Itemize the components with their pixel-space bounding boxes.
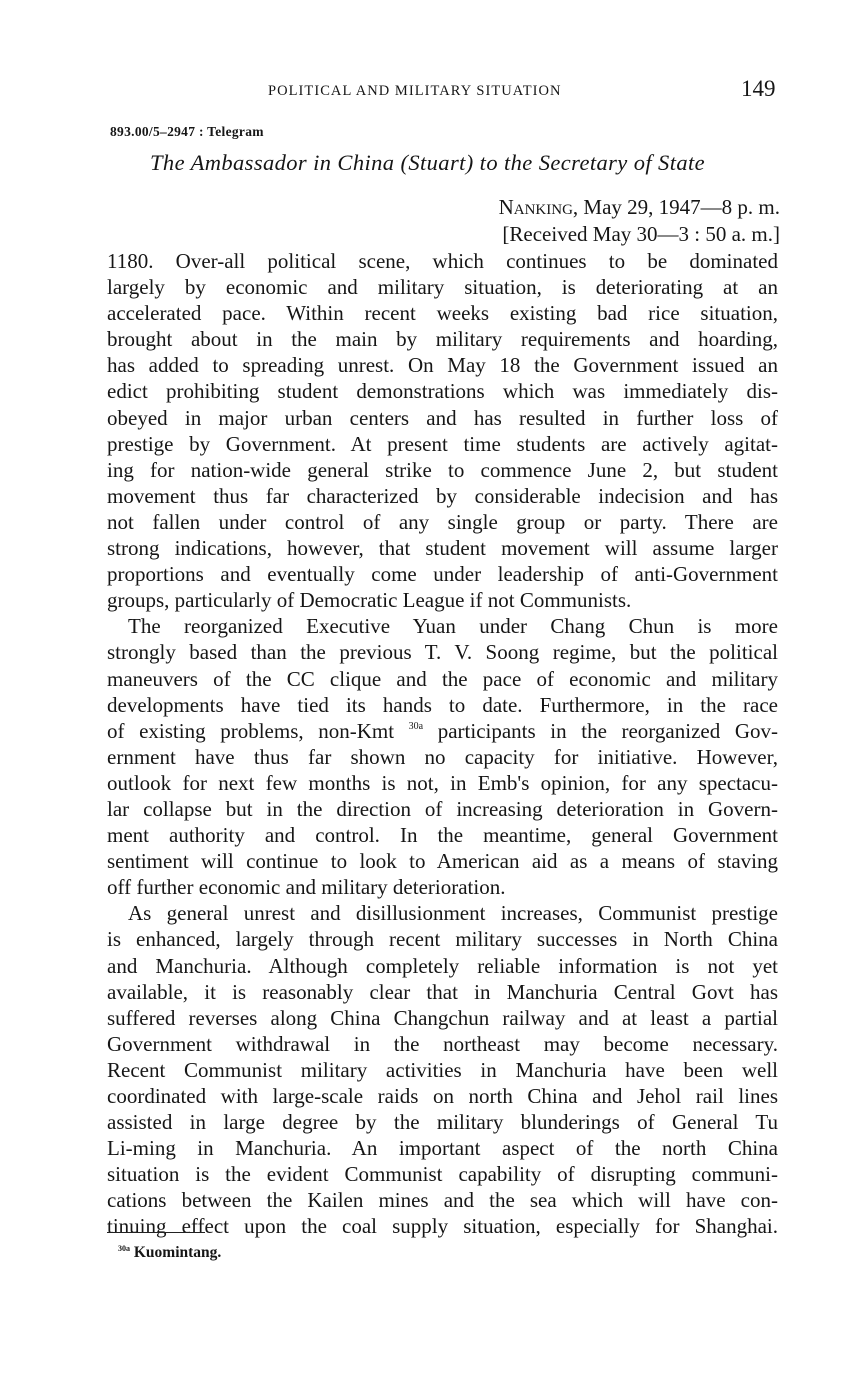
body-line: assisted in large degree by the military blunderings of General Tu (107, 1110, 778, 1135)
body-line: obeyed in major urban centers and has resulted in further loss of (107, 405, 778, 430)
body-line: Recent Communist military activities in Manchuria have been well (107, 1057, 778, 1082)
body-line: outlook for next few months is not, in Emb's opinion, for any spectacu- (107, 770, 778, 795)
body-line: not fallen under control of any single group or party. There are (107, 509, 778, 534)
body-line: proportions and eventually come under leadership of anti-Government (107, 562, 778, 587)
body-line: cations between the Kailen mines and the sea which will have con- (107, 1188, 778, 1213)
body-line: strongly based than the previous T. V. Soong regime, but the political (107, 640, 778, 665)
document-title: The Ambassador in China (Stuart) to the Secretary of State (150, 150, 706, 175)
body-text-fragment: of existing problems, non-Kmt (107, 718, 395, 743)
body-line: Government withdrawal in the northeast may become necessary. (107, 1031, 778, 1056)
body-line: off further economic and military deterioration. (107, 875, 506, 900)
body-line: is enhanced, largely through recent military successes in North China (107, 927, 778, 952)
footnote-text: Kuomintang. (130, 1244, 222, 1261)
body-line: 1180. Over-all political scene, which continues to be dominated (107, 249, 778, 273)
received-line: [Received May 30—3 : 50 a. m.] (502, 222, 780, 246)
body-line: situation is the evident Communist capability of disrupting communi- (107, 1162, 778, 1187)
page-number: 149 (741, 76, 776, 101)
body-line: The reorganized Executive Yuan under Chang Chun is more (128, 614, 778, 639)
footnote-marker: 30a (118, 1244, 130, 1253)
footnote (118, 1244, 221, 1262)
body-line: and Manchuria. Although completely reliable information is not yet (107, 953, 778, 978)
body-line: movement thus far characterized by considerable indecision and has (107, 483, 778, 508)
body-line: edict prohibiting student demonstrations which was immediately dis- (107, 379, 778, 404)
place-name: Nanking (498, 195, 573, 219)
body-line: sentiment will continue to look to American aid as a means of staving (107, 849, 778, 874)
body-line: tinuing effect upon the coal supply situation, especially for Shanghai. (107, 1214, 778, 1239)
sent-date: , May 29, 1947—8 p. m. (572, 195, 780, 219)
telegram-body (107, 248, 778, 1240)
body-line: largely by economic and military situation, is deteriorating at an (107, 275, 778, 300)
body-line: maneuvers of the CC clique and the pace of economic and military (107, 666, 778, 691)
body-line: As general unrest and disillusionment increases, Communist prestige (128, 901, 778, 926)
sent-line (499, 194, 780, 221)
dateline (499, 194, 780, 248)
footnote-reference: 30a (408, 720, 424, 732)
footnote-divider (107, 1232, 205, 1233)
running-title: POLITICAL AND MILITARY SITUATION (268, 83, 562, 99)
body-line-with-footnote (107, 718, 778, 744)
body-line: groups, particularly of Democratic League if not Communists. (107, 588, 632, 613)
body-line: suffered reverses along China Changchun railway and at least a partial (107, 1005, 778, 1030)
body-line: coordinated with large-scale raids on north China and Jehol rail lines (107, 1084, 778, 1108)
body-text-fragment: participants in the reorganized Gov- (423, 718, 778, 743)
body-line: lar collapse but in the direction of increasing deterioration in Govern- (107, 796, 778, 821)
body-line: Li-ming in Manchuria. An important aspect of the north China (107, 1136, 778, 1161)
file-reference: 893.00/5–2947 : Telegram (110, 124, 264, 139)
body-line: available, it is reasonably clear that in Manchuria Central Govt has (107, 979, 778, 1004)
body-line: ment authority and control. In the meantime, general Government (107, 823, 778, 848)
body-line: brought about in the main by military requirements and hoarding, (107, 327, 778, 352)
body-line: ernment have thus far shown no capacity for initiative. However, (107, 744, 778, 769)
body-line: strong indications, however, that student movement will assume larger (107, 536, 778, 561)
body-line: accelerated pace. Within recent weeks existing bad rice situation, (107, 301, 778, 326)
body-line: prestige by Government. At present time students are actively agitat- (107, 431, 778, 456)
body-line: ing for nation-wide general strike to commence June 2, but student (107, 457, 778, 482)
body-line: has added to spreading unrest. On May 18 the Government issued an (107, 353, 778, 378)
body-line: developments have tied its hands to date. Furthermore, in the race (107, 692, 778, 717)
